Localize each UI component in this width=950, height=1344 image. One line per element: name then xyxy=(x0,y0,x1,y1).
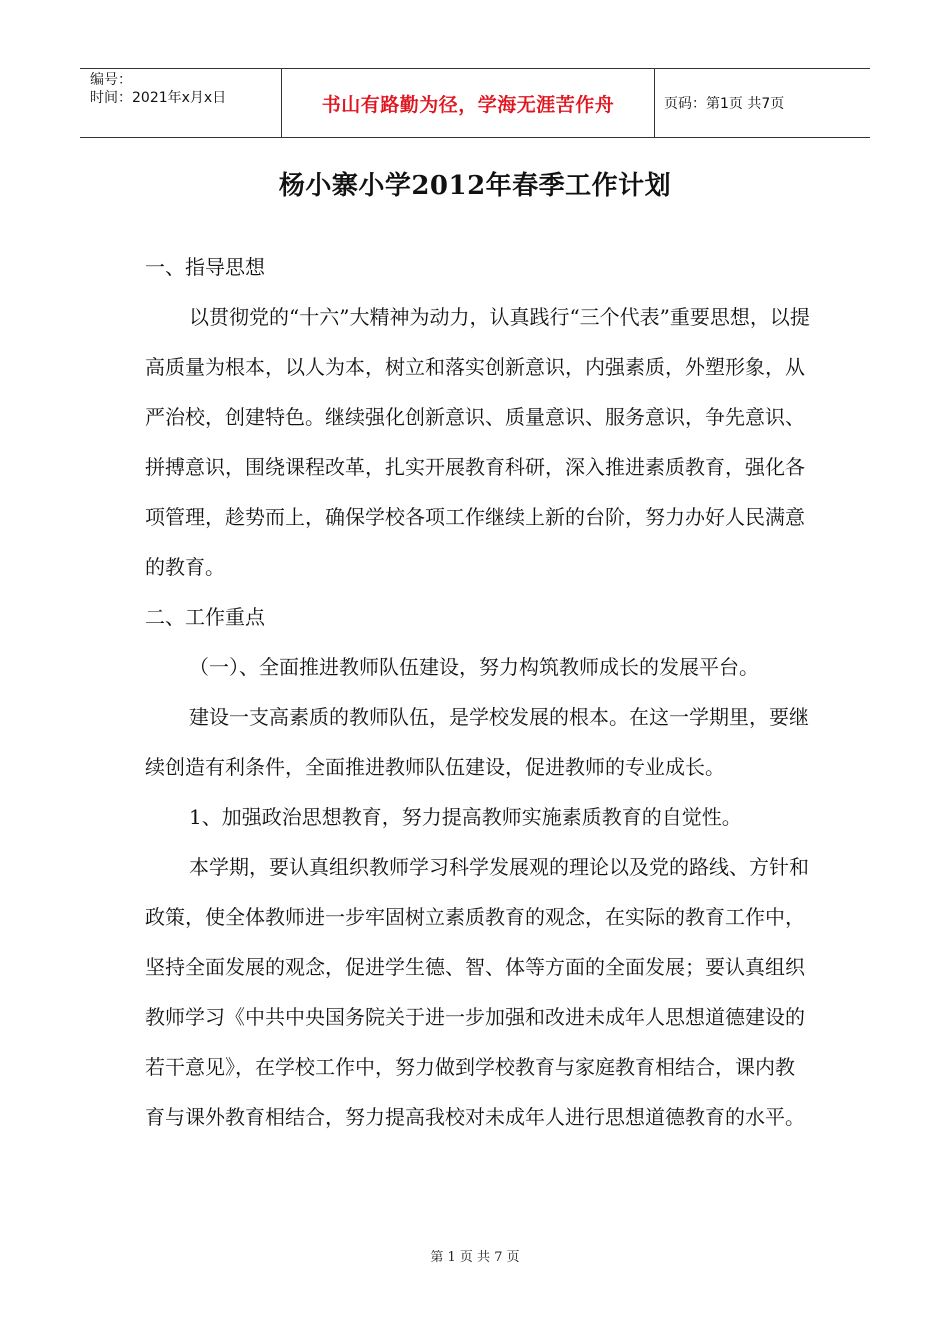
page-header xyxy=(80,68,870,138)
header-meta xyxy=(80,69,282,137)
page-info: 页码：第1页 共7页 xyxy=(664,96,785,112)
body-paragraph: 建设一支高素质的教师队伍，是学校发展的根本。在这一学期里，要继续创造有利条件，全面推进教师队伍建设，促进教师的专业成长。 xyxy=(145,705,809,779)
section-heading: 二、工作重点 xyxy=(145,605,265,629)
motto-text: 书山有路勤为径，学海无涯苦作舟 xyxy=(321,93,615,116)
body-paragraph: （一）、全面推进教师队伍建设，努力构筑教师成长的发展平台。 xyxy=(189,655,759,679)
body-paragraph: 1、加强政治思想教育，努力提高教师实施素质教育的自觉性。 xyxy=(189,805,742,829)
body-paragraph: 以贯彻党的“十六”大精神为动力，认真践行“三个代表”重要思想，以提高质量为根本，以人为本，树立和落实创新意识，内强素质，外塑形象，从严治校，创建特色。继续强化创新意识、质量意识、服务意识，争先意识、拼搏意识，围绕课程改革，扎实开展教育科研，深入推进素质教育，强化各项管理，趁势而上，确保学校各项工作继续上新的台阶，努力办好人民满意的教育。 xyxy=(145,305,810,579)
document-body xyxy=(145,242,810,1142)
body-paragraph: 本学期，要认真组织教师学习科学发展观的理论以及党的路线、方针和政策，使全体教师进一步牢固树立素质教育的观念，在实际的教育工作中，坚持全面发展的观念，促进学生德、智、体等方面的全面发展；要认真组织教师学习《中共中央国务院关于进一步加强和改进未成年人思想道德建设的若干意见》，在学校工作中，努力做到学校教育与家庭教育相结合，课内教育与课外教育相结合，努力提高我校对未成年人进行思想道德教育的水平。 xyxy=(145,855,809,1129)
section-heading: 一、指导思想 xyxy=(145,255,265,279)
header-page-info-cell xyxy=(655,69,870,137)
page-footer: 第 1 页 共 7 页 xyxy=(430,1250,520,1265)
header-motto-cell xyxy=(282,69,655,137)
number-label: 编号： xyxy=(90,72,132,88)
document-title: 杨小寨小学2012年春季工作计划 xyxy=(278,171,672,201)
time-label: 时间：2021年x月x日 xyxy=(90,90,227,106)
